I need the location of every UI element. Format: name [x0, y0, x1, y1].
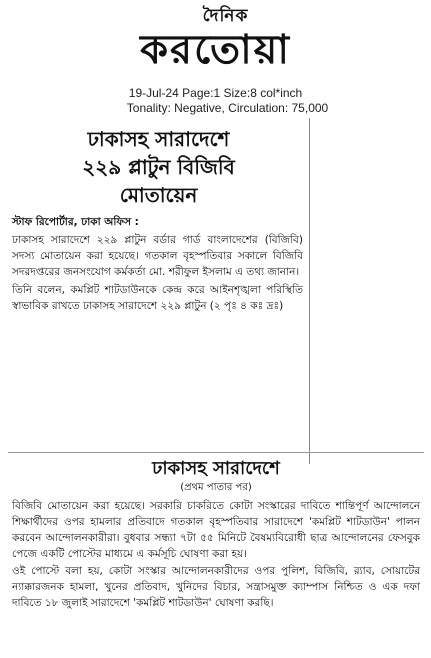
continuation-paragraph-2: ওই পোস্টে বলা হয়, কোটা সংস্কার আন্দোলনকারীদের ওপর পুলিশ, বিজিবি, র‍্যাব, সোয়াটের ন্যাক্কারজনক হামলা, খুনের প্রতিবাদ, খুনিদের বিচার, সন্ত্রাসমুক্ত ক্যাম্পাস নিশ্চিত ও এক দফা দাবিতে ১৮ জুলাই সারাদেশে 'কমপ্লিট শাটডাউন' ঘোষণা করছি।: [12, 565, 420, 609]
article-main: [8, 118, 310, 464]
continuation-title: ঢাকাসহ সারাদেশে: [152, 458, 280, 479]
article-body: [12, 214, 303, 314]
masthead-sub: দৈনিক: [202, 6, 249, 26]
headline-line-3: মোতায়েন: [119, 183, 198, 207]
clip-meta-line1: 19-Jul-24 Page:1 Size:8 col*inch: [128, 86, 303, 100]
headline-line-2: ২২৯ প্লাটুন বিজিবি: [82, 155, 235, 179]
paragraph-1: ঢাকাসহ সারাদেশে ২২৯ প্লাটুন বর্ডার গার্ড বাংলাদেশের (বিজিবি) সদস্য মোতায়েন করা হয়েছে। গতকাল বৃহস্পতিবার সকালে বিজিবি সদরদপ্তরের জনসংযোগ কর্মকর্তা মো. শরীফুল ইসলাম এ তথ্য জানান।: [12, 234, 303, 278]
masthead-title: করতোয়া: [140, 27, 291, 73]
continuation-paragraph-1: বিজিবি মোতায়েন করা হয়েছে। সরকারি চাকরিতে কোটা সংস্কারের দাবিতে শান্তিপূর্ণ আন্দোলনে শিক্ষার্থীদের ওপর হামলার প্রতিবাদে গতকাল বৃহস্পতিবার সারাদেশে 'কমপ্লিট শাটডাউন' পালন করবেন আন্দোলনকারীরা। বুধবার সন্ধ্যা ৭টা ৫৫ মিনিটে বৈষম্যবিরোধী ছাত্র আন্দোলনের ফেসবুক পেজে একটি পোস্টের মাধ্যমে এ কর্মসূচি ঘোষণা করা হয়।: [12, 500, 420, 560]
byline: স্টাফ রিপোর্টার, ঢাকা অফিস :: [12, 216, 139, 228]
headline-line-1: ঢাকাসহ সারাদেশে: [87, 127, 230, 151]
continuation-body: [12, 498, 420, 611]
continued-from-label: (প্রথম পাতার পর): [180, 482, 252, 493]
paragraph-2: তিনি বলেন, কমপ্লিট শাটডাউনকে কেন্দ্র করে আইনশৃঙ্খলা পরিস্থিতি স্বাভাবিক রাখতে ঢাকাসহ সারাদেশে ২২৯ প্লাটুন (২ পৃঃ ৪ কঃ দ্রঃ): [12, 284, 303, 312]
clip-meta-line2: Tonality: Negative, Circulation: 75,000: [126, 101, 329, 115]
newspaper-masthead: [0, 6, 431, 74]
article-headline: [8, 126, 309, 208]
article-continuation: [8, 452, 424, 657]
